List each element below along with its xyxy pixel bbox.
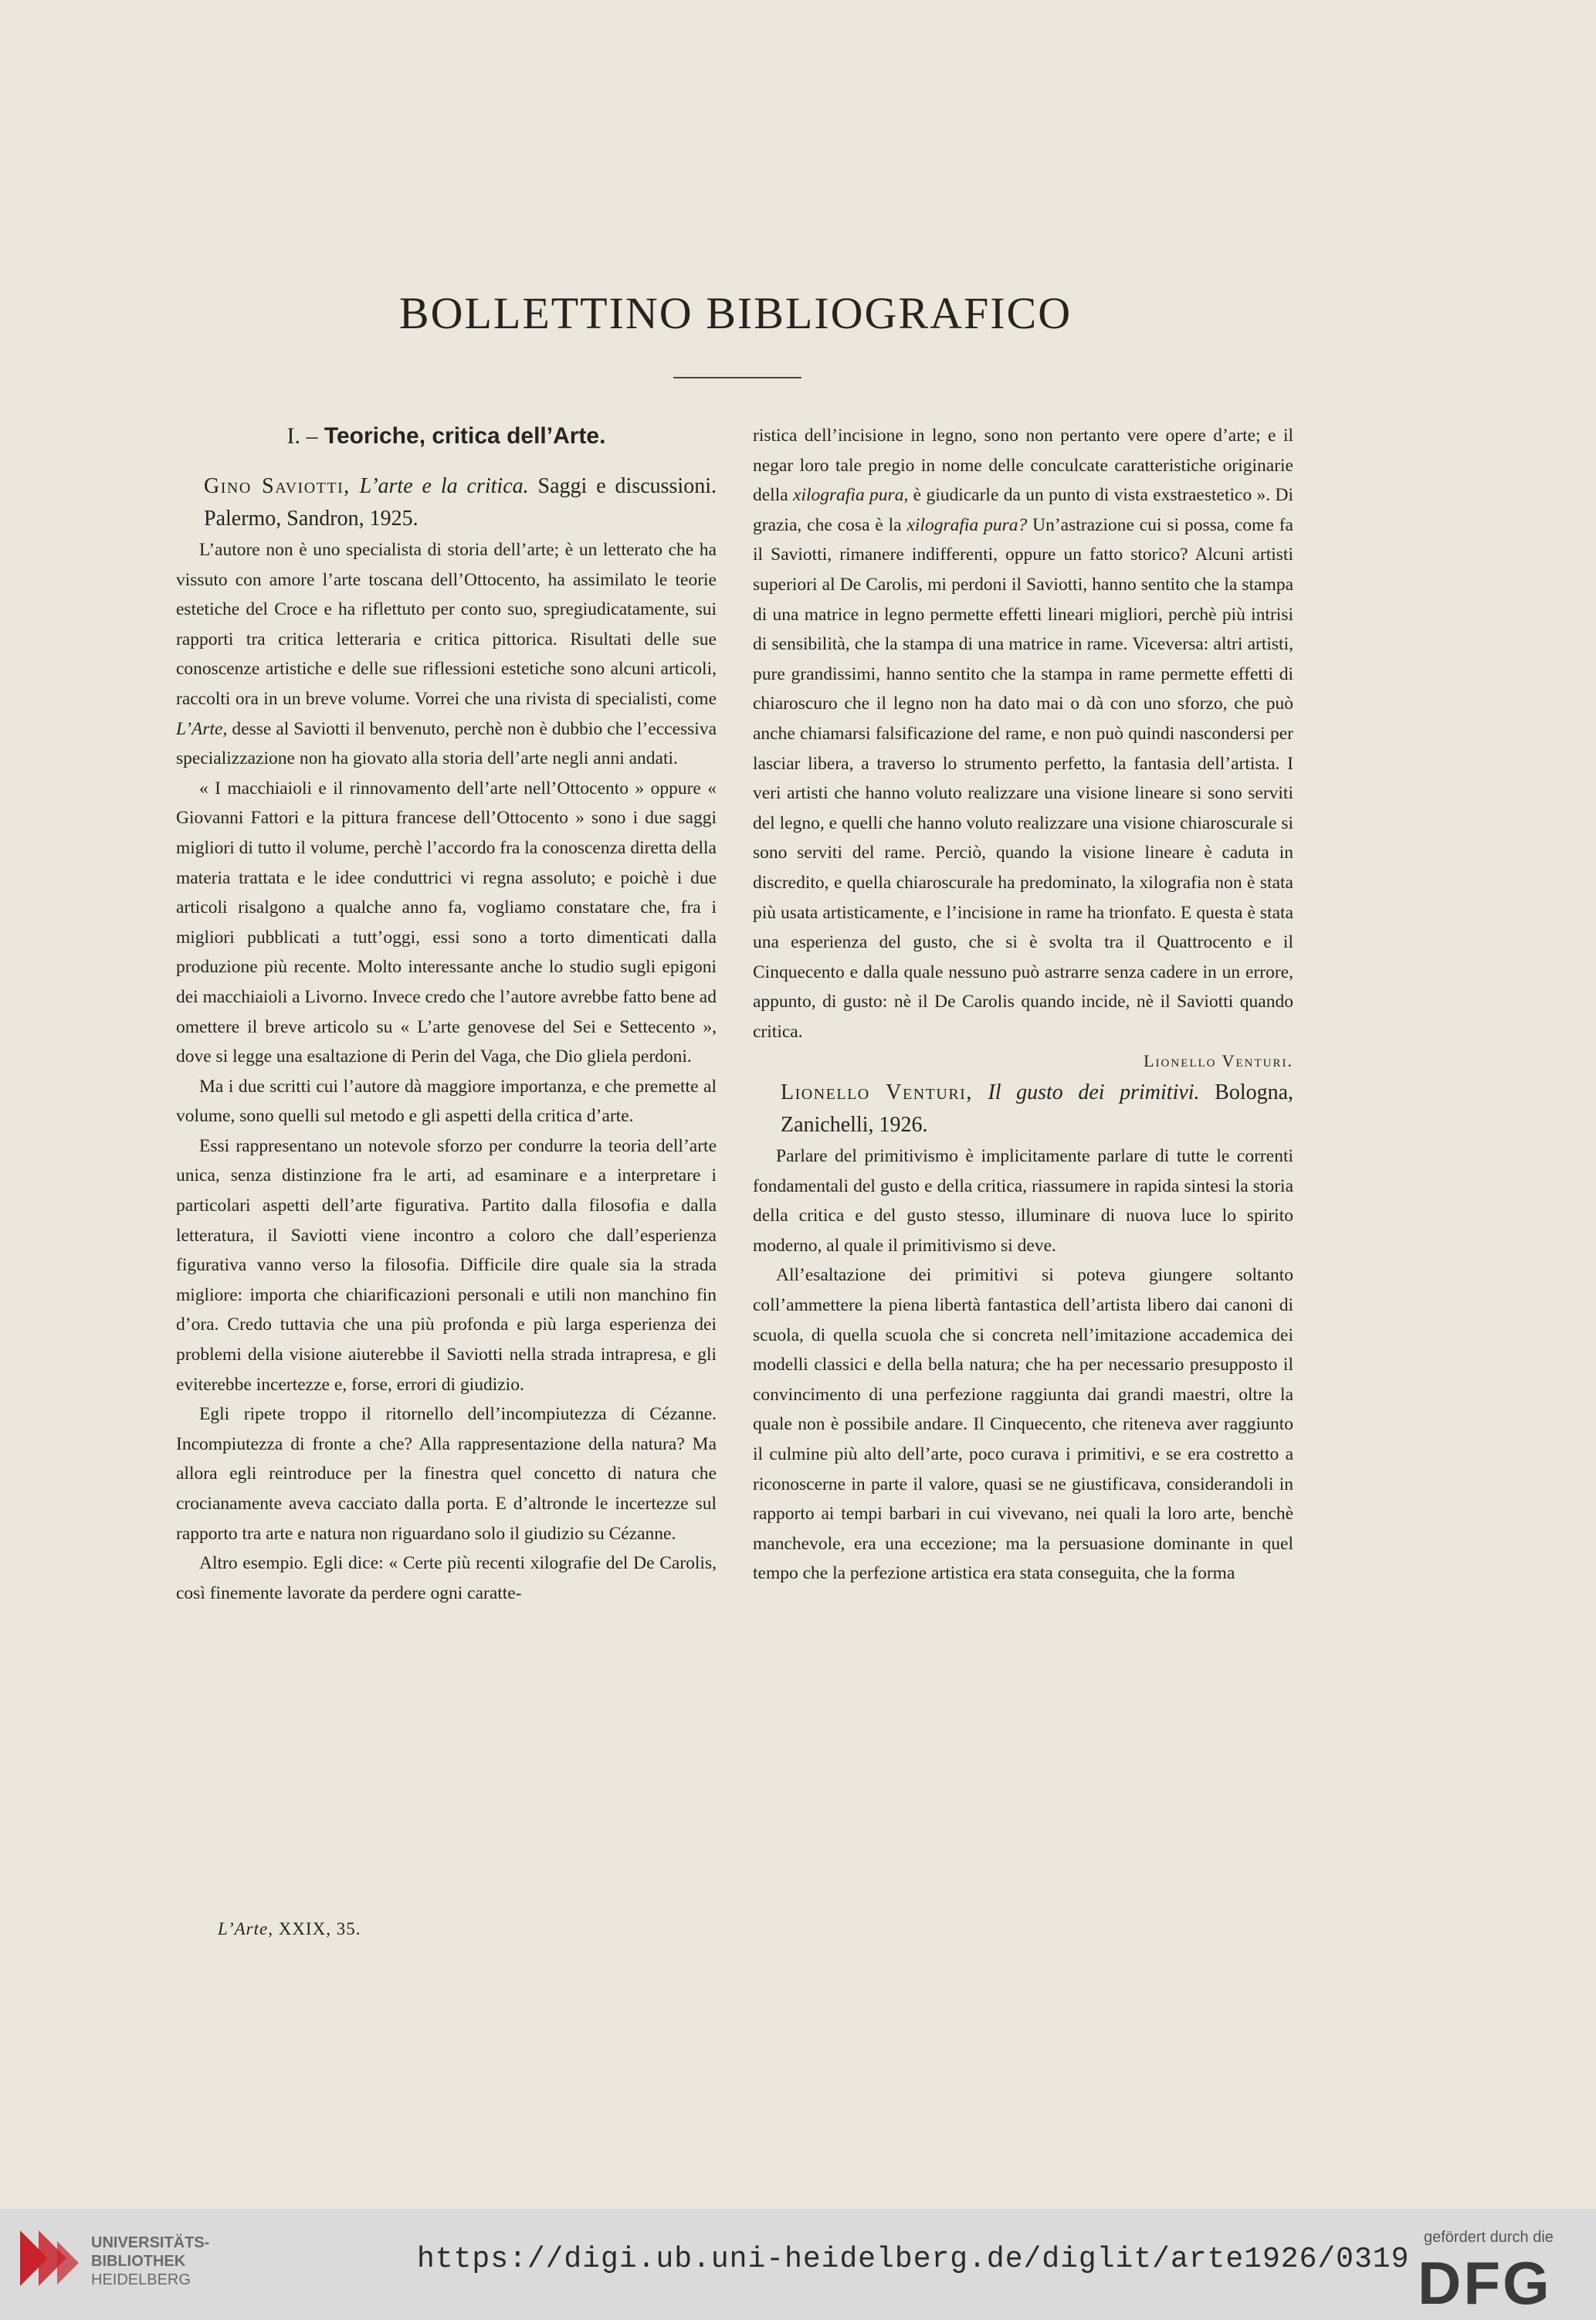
paragraph: « I macchiaioli e il rinnovamento dell’arte nell’Ottocento » oppure « Giovanni Fattori e la pittura francese dell’Ottocento » sono i due saggi migliori di tutto il volume, perchè l’accordo fra la conoscenza diretta della materia trattata e le idee conduttrici vi regna assoluto; e poichè i due articoli risalgono a qualche anno fa, vogliamo constatare che, fra i migliori pubblicati a tutt’oggi, essi sono a torto dimenticati dalla produzione più recente. Molto interessante anche lo studio sugli epigoni dei macchiaioli a Livorno. Invece credo che l’autore avrebbe fatto bene ad omettere il breve articolo su « L’arte genovese del Sei e Settecento », dove si legge una esaltazione di Perin del Vaga, che Dio gliela perdoni. xyxy=(176,778,717,1067)
ref-details: Saggi e discussioni. Palermo, Sandron, 1925. xyxy=(204,474,717,531)
paragraph: All’esaltazione dei primitivi si poteva giungere soltanto coll’ammettere la piena libertà fantastica dell’artista libero dai canoni di scuola, di quella scuola che si concreta nell’imitazione accademica dei modelli classici e della bella natura; che ha per necessario presupposto il convincimento di una perfezione raggiunta dai grandi maestri, oltre la quale non è possibile andare. Il Cinquecento, che riteneva aver raggiunto il culmine più alto dell’arte, poco curava i primitivi, e se era costretto a riconoscerne in parte il valore, quasi se ne giustificava, considerandoli in rapporto ai tempi barbari in cui vivevano, nei quali la loro arte, benchè manchevole, era una eccezione; ma la persuasione dominante in quel tempo che la perfezione artistica era stata conseguita, che la forma xyxy=(753,1265,1293,1584)
permalink-url[interactable]: https://digi.ub.uni-heidelberg.de/diglit/arte1926/0319 xyxy=(417,2243,1410,2276)
paragraph: Egli ripete troppo il ritornello dell’incompiutezza di Cézanne. Incompiutezza di fronte a che? Alla rappresentazione della natura? Ma allora egli reintroduce per la finestra quel concetto di natura che crocianamente aveva cacciato dalla porta. E d’altronde le incertezze sul rapporto tra arte e natura non riguardano solo il giudizio su Cézanne. xyxy=(176,1404,717,1544)
ref-title: Il gusto dei primitivi. xyxy=(988,1080,1200,1105)
ref-details: Bologna, Zanichelli, 1926. xyxy=(781,1080,1294,1138)
paragraph: Parlare del primitivismo è implicitamente parlare di tutte le correnti fondamentali del gusto e della critica, riassumere in rapida sintesi la storia della critica e del gusto stesso, illuminare di nuova luce lo spirito moderno, al quale il primitivismo si deve. xyxy=(753,1146,1293,1256)
left-column xyxy=(176,421,717,1608)
ref-author: Gino Saviotti, xyxy=(204,474,351,498)
paragraph: ristica dell’incisione in legno, sono non pertanto vere opere d’arte; e il negar loro tale pregio in nome delle conculcate caratteristiche originarie della xilografia pura, è giudicarle da un punto di vista exstraestetico ». Di grazia, che cosa è la xilografia pura? Un’astrazione cui si possa, come fa il Saviotti, rimanere indifferenti, oppure un fatto storico? Alcuni artisti superiori al De Carolis, mi perdoni il Saviotti, hanno sentito che la stampa di una matrice in legno permette effetti lineari migliori, perchè più intrisi di sensibilità, che la stampa di una matrice in rame. Viceversa: altri artisti, pure grandissimi, hanno sentito che la stampa in rame permette effetti di chiaroscuro che il legno non ha dato mai o dà con uno sforzo, che può anche chiamarsi falsificazione del rame, e non può quindi nascondersi per lasciar libera, a traverso lo strumento perfetto, la fantasia dell’artista. I veri artisti che hanno voluto realizzare una visione lineare si sono serviti del legno, e quelli che hanno voluto realizzare una visione chiaroscurale si sono serviti del rame. Perciò, quando la visione lineare è caduta in discredito, e quella chiaroscurale ha predominato, la xilografia non è stata più usata artisticamente, e l’incisione in rame ha trionfato. E questa è stata una esperienza del gusto, che si è svolta tra il Quattrocento e il Cinquecento e dalla quale nessuno può astrarre senza cadere in un errore, appunto, di gusto: nè il De Carolis quando incide, nè il Saviotti quando critica. xyxy=(753,426,1293,1042)
ub-heidelberg-logo-icon[interactable] xyxy=(17,2226,85,2303)
bibliographic-reference xyxy=(753,1077,1293,1141)
page-title: BOLLETTINO BIBLIOGRAFICO xyxy=(398,288,1072,338)
dfg-logo[interactable]: DFG xyxy=(1418,2249,1552,2317)
volume-number: XXIX, 35. xyxy=(278,1919,361,1938)
section-title: Teoriche, critica dell’Arte. xyxy=(324,423,606,449)
bibliographic-reference xyxy=(176,470,717,535)
page-folio xyxy=(218,1919,361,1939)
section-heading xyxy=(176,421,717,452)
review-signature: Lionello Venturi. xyxy=(1144,1051,1293,1071)
paragraph: Essi rappresentano un notevole sforzo per condurre la teoria dell’arte unica, senza distinzione fra le arti, ad esaminare e a interpretare i particolari aspetti dell’arte figurativa. Partito dalla filosofia e dalla letteratura, il Saviotti viene incontro a coloro che dall’esperienza figurativa vanno verso la filosofia. Difficile dire quale sia la strada migliore: importa che chiarificazioni personali e utili non manchino fin d’ora. Credo tuttavia che una più profonda e più larga esperienza dei problemi della visione aiuterebbe il Saviotti nella strada intrapresa, e gli eviterebbe incertezze e, forse, errori di giudizio. xyxy=(176,1135,717,1395)
library-name: UNIVERSITÄTS- BIBLIOTHEK HEIDELBERG xyxy=(91,2234,210,2288)
journal-name: L’Arte, xyxy=(218,1919,273,1938)
funding-caption: gefördert durch die xyxy=(1424,2229,1554,2246)
footer-bar xyxy=(0,2209,1596,2320)
section-number: I. – xyxy=(286,423,318,449)
paragraph: L’autore non è uno specialista di storia dell’arte; è un letterato che ha vissuto con amore l’arte toscana dell’Ottocento, ha assimilato le teorie estetiche del Croce e ha riflettuto per conto suo, spregiudicatamente, sui rapporti tra critica letteraria e critica pittorica. Risultati delle sue conoscenze artistiche e delle sue riflessioni estetiche sono alcuni articoli, raccolti ora in un breve volume. Vorrei che una rivista di specialisti, come L’Arte, desse al Saviotti il benvenuto, perchè non è dubbio che l’eccessiva specializzazione non ha giovato alla storia dell’arte negli anni andati. xyxy=(176,540,717,769)
title-divider xyxy=(673,377,801,378)
right-column xyxy=(753,421,1293,1589)
ref-author: Lionello Venturi, xyxy=(781,1080,973,1105)
paragraph: Altro esempio. Egli dice: « Certe più recenti xilografie del De Carolis, così finemente lavorate da perdere ogni caratte- xyxy=(176,1553,717,1603)
paragraph: Ma i due scritti cui l’autore dà maggiore importanza, e che premette al volume, sono quelli sul metodo e gli aspetti della critica d’arte. xyxy=(176,1076,717,1127)
ref-title: L’arte e la critica. xyxy=(359,474,529,498)
